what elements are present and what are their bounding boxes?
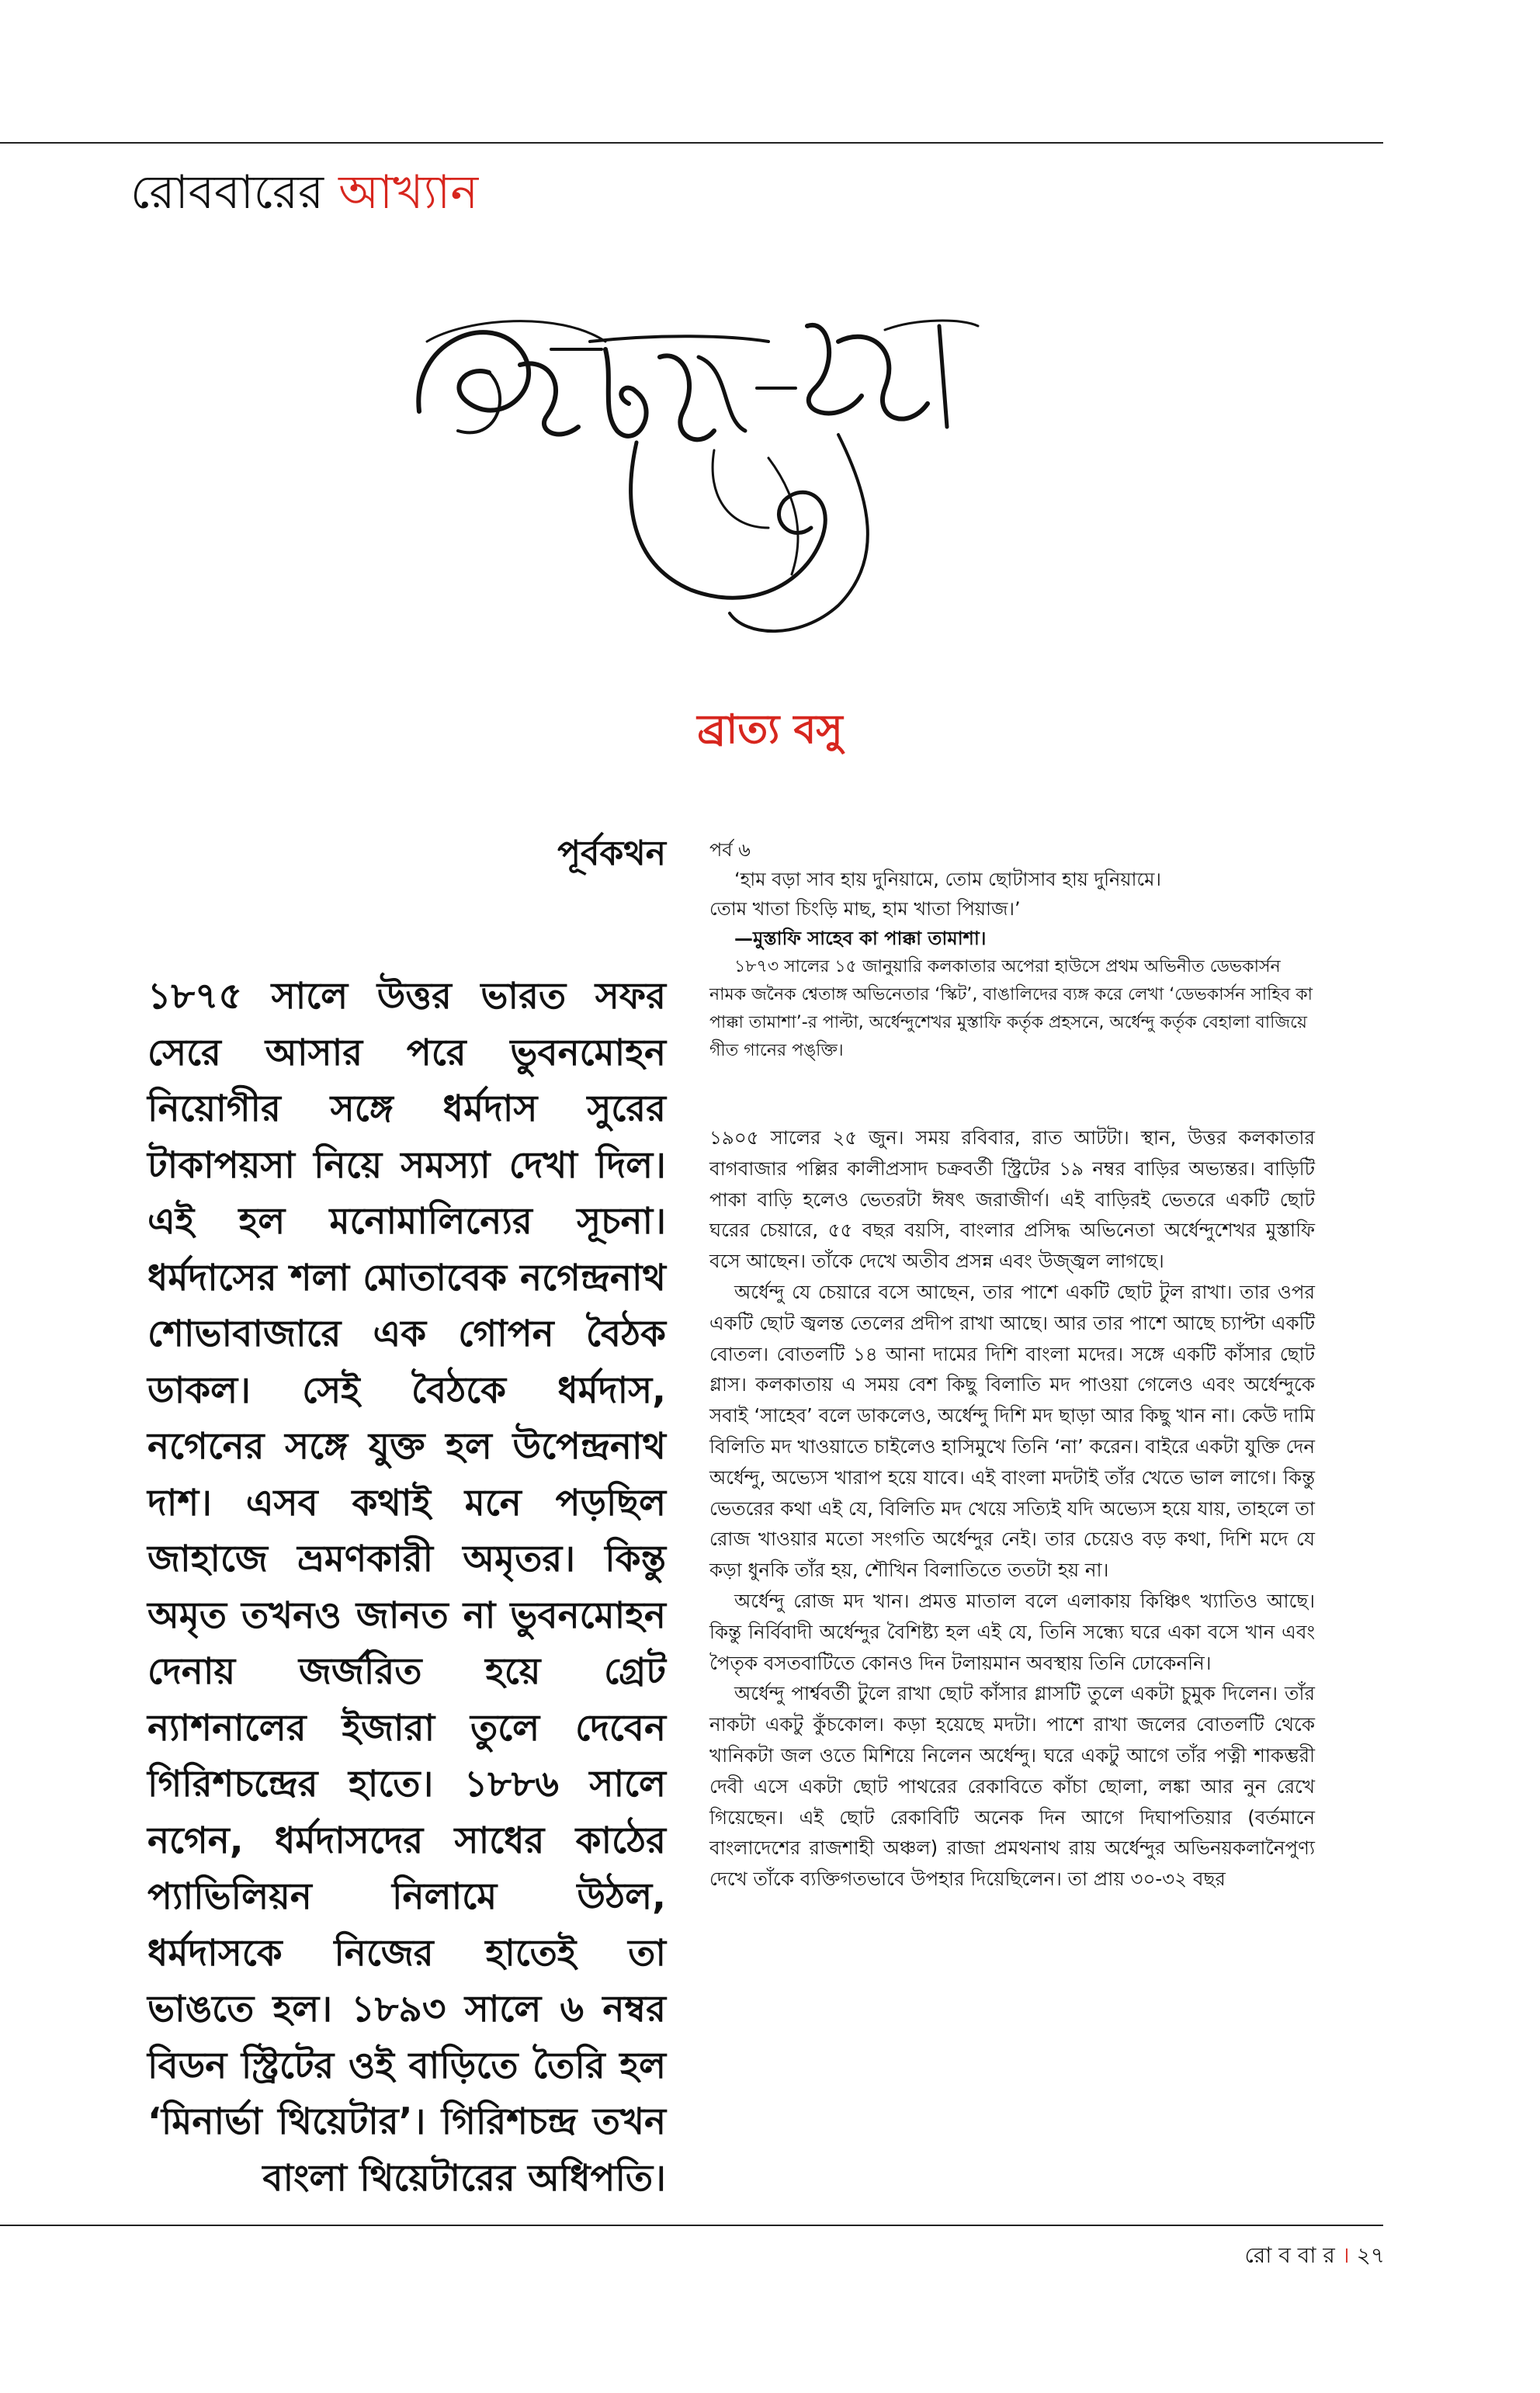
epigraph-line: তোম খাতা চিংড়ি মাছ, হাম খাতা পিয়াজ।’ <box>709 898 1021 920</box>
page-number: ২৭ <box>1356 2242 1385 2268</box>
story-paragraph: অর্ধেন্দু পার্শ্ববর্তী টুলে রাখা ছোট কাঁসার গ্লাসটি তুলে একটা চুমুক দিলেন। তাঁর নাকটা একটু কুঁচকোল। কড়া হয়েছে মদটা। পাশে রাখা জলের বোতলটি থেকে খানিকটা জল ওতে মিশিয়ে নিলেন অর্ধেন্দু। ঘরে একটু আগে তাঁর পত্নী শাকম্ভরী দেবী এসে একটা ছোট পাথরের রেকাবিতে কাঁচা ছোলা, লঙ্কা আর নুন রেখে গিয়েছেন। এই ছোট রেকাবিটি অনেক দিন আগে দিঘাপতিয়ার (বর্তমানে বাংলাদেশের রাজশাহী অঞ্চল) রাজা প্রমথনাথ রায় অর্ধেন্দুর অভিনয়কলানৈপুণ্য দেখে তাঁকে ব্যক্তিগতভাবে উপহার দিয়েছিলেন। তা প্রায় ৩০-৩২ বছর <box>709 1682 1315 1891</box>
footer-separator: । <box>1341 2242 1350 2268</box>
calligraphic-title <box>404 295 994 652</box>
synopsis-heading: পূর্বকথন <box>557 834 666 873</box>
story-paragraph: ১৯০৫ সালের ২৫ জুন। সময় রবিবার, রাত আটটা। স্থান, উত্তর কলকাতার বাগবাজার পল্লির কালীপ্রসাদ চক্রবর্তী স্ট্রিটের ১৯ নম্বর বাড়ির অভ্যন্তর। বাড়িটি পাকা বাড়ি হলেও ভেতরটা ঈষৎ জরাজীর্ণ। এই বাড়িরই ভেতরে একটি ছোট ঘরের চেয়ারে, ৫৫ বছর বয়সি, বাংলার প্রসিদ্ধ অভিনেতা অর্ধেন্দুশেখর মুস্তাফি বসে আছেন। তাঁকে দেখে অতীব প্রসন্ন এবং উজ্জ্বল লাগছে। <box>709 1126 1315 1273</box>
synopsis-column <box>147 831 666 2207</box>
author-name: ব্রাত্য বসু <box>697 706 843 753</box>
story-paragraph: অর্ধেন্দু যে চেয়ারে বসে আছেন, তার পাশে একটি ছোট টুল রাখা। তার ওপর একটি ছোট জ্বলন্ত তেলের প্রদীপ রাখা আছে। আর তার পাশে আছে চ্যাপ্টা একটি বোতল। বোতলটি ১৪ আনা দামের দিশি বাংলা মদের। সঙ্গে একটি কাঁসার ছোট গ্লাস। কলকাতায় এ সময় বেশ কিছু বিলাতি মদ পাওয়া গেলেও এবং অর্ধেন্দুকে সবাই ‘সাহেব’ বলে ডাকলেও, অর্ধেন্দু দিশি মদ ছাড়া আর কিছু খান না। কেউ দামি বিলিতি মদ খাওয়াতে চাইলেও হাসিমুখে তিনি ‘না’ করেন। বাইরে একটা যুক্তি দেন অর্ধেন্দু, অভ্যেস খারাপ হয়ে যাবে। এই বাংলা মদটাই তাঁর খেতে ভাল লাগে। কিন্তু ভেতরের কথা এই যে, বিলিতি মদ খেয়ে সত্যিই যদি অভ্যেস হয়ে যায়, তাহলে তা রোজ খাওয়ার মতো সংগতি অর্ধেন্দুর নেই। তার চেয়েও বড় কথা, দিশি মদে যে কড়া ধুনকি তাঁর হয়, শৌখিন বিলাতিতে ততটা হয় না। <box>709 1280 1315 1582</box>
epigraph-attribution: —মুস্তাফি সাহেব কা পাক্কা তামাশা। <box>734 928 987 949</box>
bottom-rule <box>0 2225 1383 2226</box>
section-title <box>130 161 478 224</box>
synopsis-text: ১৮৭৫ সালে উত্তর ভারত সফর সেরে আসার পরে ভুবনমোহন নিয়োগীর সঙ্গে ধর্মদাস সুরের টাকাপয়সা নিয়ে সমস্যা দেখা দিল। এই হল মনোমালিন্যের সূচনা। ধর্মদাসের শলা মোতাবেক নগেন্দ্রনাথ শোভাবাজারে এক গোপন বৈঠক ডাকল। সেই বৈঠকে ধর্মদাস, নগেনের সঙ্গে যুক্ত হল উপেন্দ্রনাথ দাশ। এসব কথাই মনে পড়ছিল জাহাজে ভ্রমণকারী অমৃতর। কিন্তু অমৃত তখনও জানত না ভুবনমোহন দেনায় জর্জরিত হয়ে গ্রেট ন্যাশনালের ইজারা তুলে দেবেন গিরিশচন্দ্রের হাতে। ১৮৮৬ সালে নগেন, ধর্মদাসদের সাধের কাঠের প্যাভিলিয়ন নিলামে উঠল, ধর্মদাসকে নিজের হাতেই তা ভাঙতে হল। ১৮৯৩ সালে ৬ নম্বর বিডন স্ট্রিটের ওই বাড়িতে তৈরি হল ‘মিনার্ভা থিয়েটার’। গিরিশচন্দ্র তখন বাংলা থিয়েটারের অধিপতি। <box>147 975 666 2200</box>
section-title-prefix: রোববারের <box>130 165 324 220</box>
page-footer <box>1244 2240 1385 2271</box>
footer-magazine-name: রো ব বা র <box>1244 2242 1335 2268</box>
epigraph-line: ‘হাম বড়া সাব হায় দুনিয়ামে, তোম ছোটাসাব হায় দুনিয়ামে। <box>734 869 1162 890</box>
episode-label: পর্ব ৬ <box>709 839 751 861</box>
epigraph-note: ১৮৭৩ সালের ১৫ জানুয়ারি কলকাতার অপেরা হাউসে প্রথম অভিনীত ডেভকার্সন নামক জনৈক শ্বেতাঙ্গ অভিনেতার ‘স্কিট’, বাঙালিদের ব্যঙ্গ করে লেখা ‘ডেভকার্সন সাহিব কা পাক্কা তামাশা’-র পাল্টা, অর্ধেন্দুশেখর মুস্তাফি কর্তৃক প্রহসনে, অর্ধেন্দু কর্তৃক বেহালা বাজিয়ে গীত গানের পঙ্‌ক্তি। <box>709 957 1313 1060</box>
story-column <box>709 835 1315 1895</box>
top-rule <box>0 142 1383 144</box>
story-paragraph: অর্ধেন্দু রোজ মদ খান। প্রমত্ত মাতাল বলে এলাকায় কিঞ্চিৎ খ্যাতিও আছে। কিন্তু নির্বিবাদী অর্ধেন্দুর বৈশিষ্ট্য হল এই যে, তিনি সন্ধ্যে ঘরে একা বসে খান এবং পৈতৃক বসতবাটিতে কোনও দিন টলায়মান অবস্থায় তিনি ঢোকেননি। <box>709 1589 1315 1674</box>
section-title-accent: আখ্যান <box>338 165 479 220</box>
story-body <box>709 1122 1315 1895</box>
